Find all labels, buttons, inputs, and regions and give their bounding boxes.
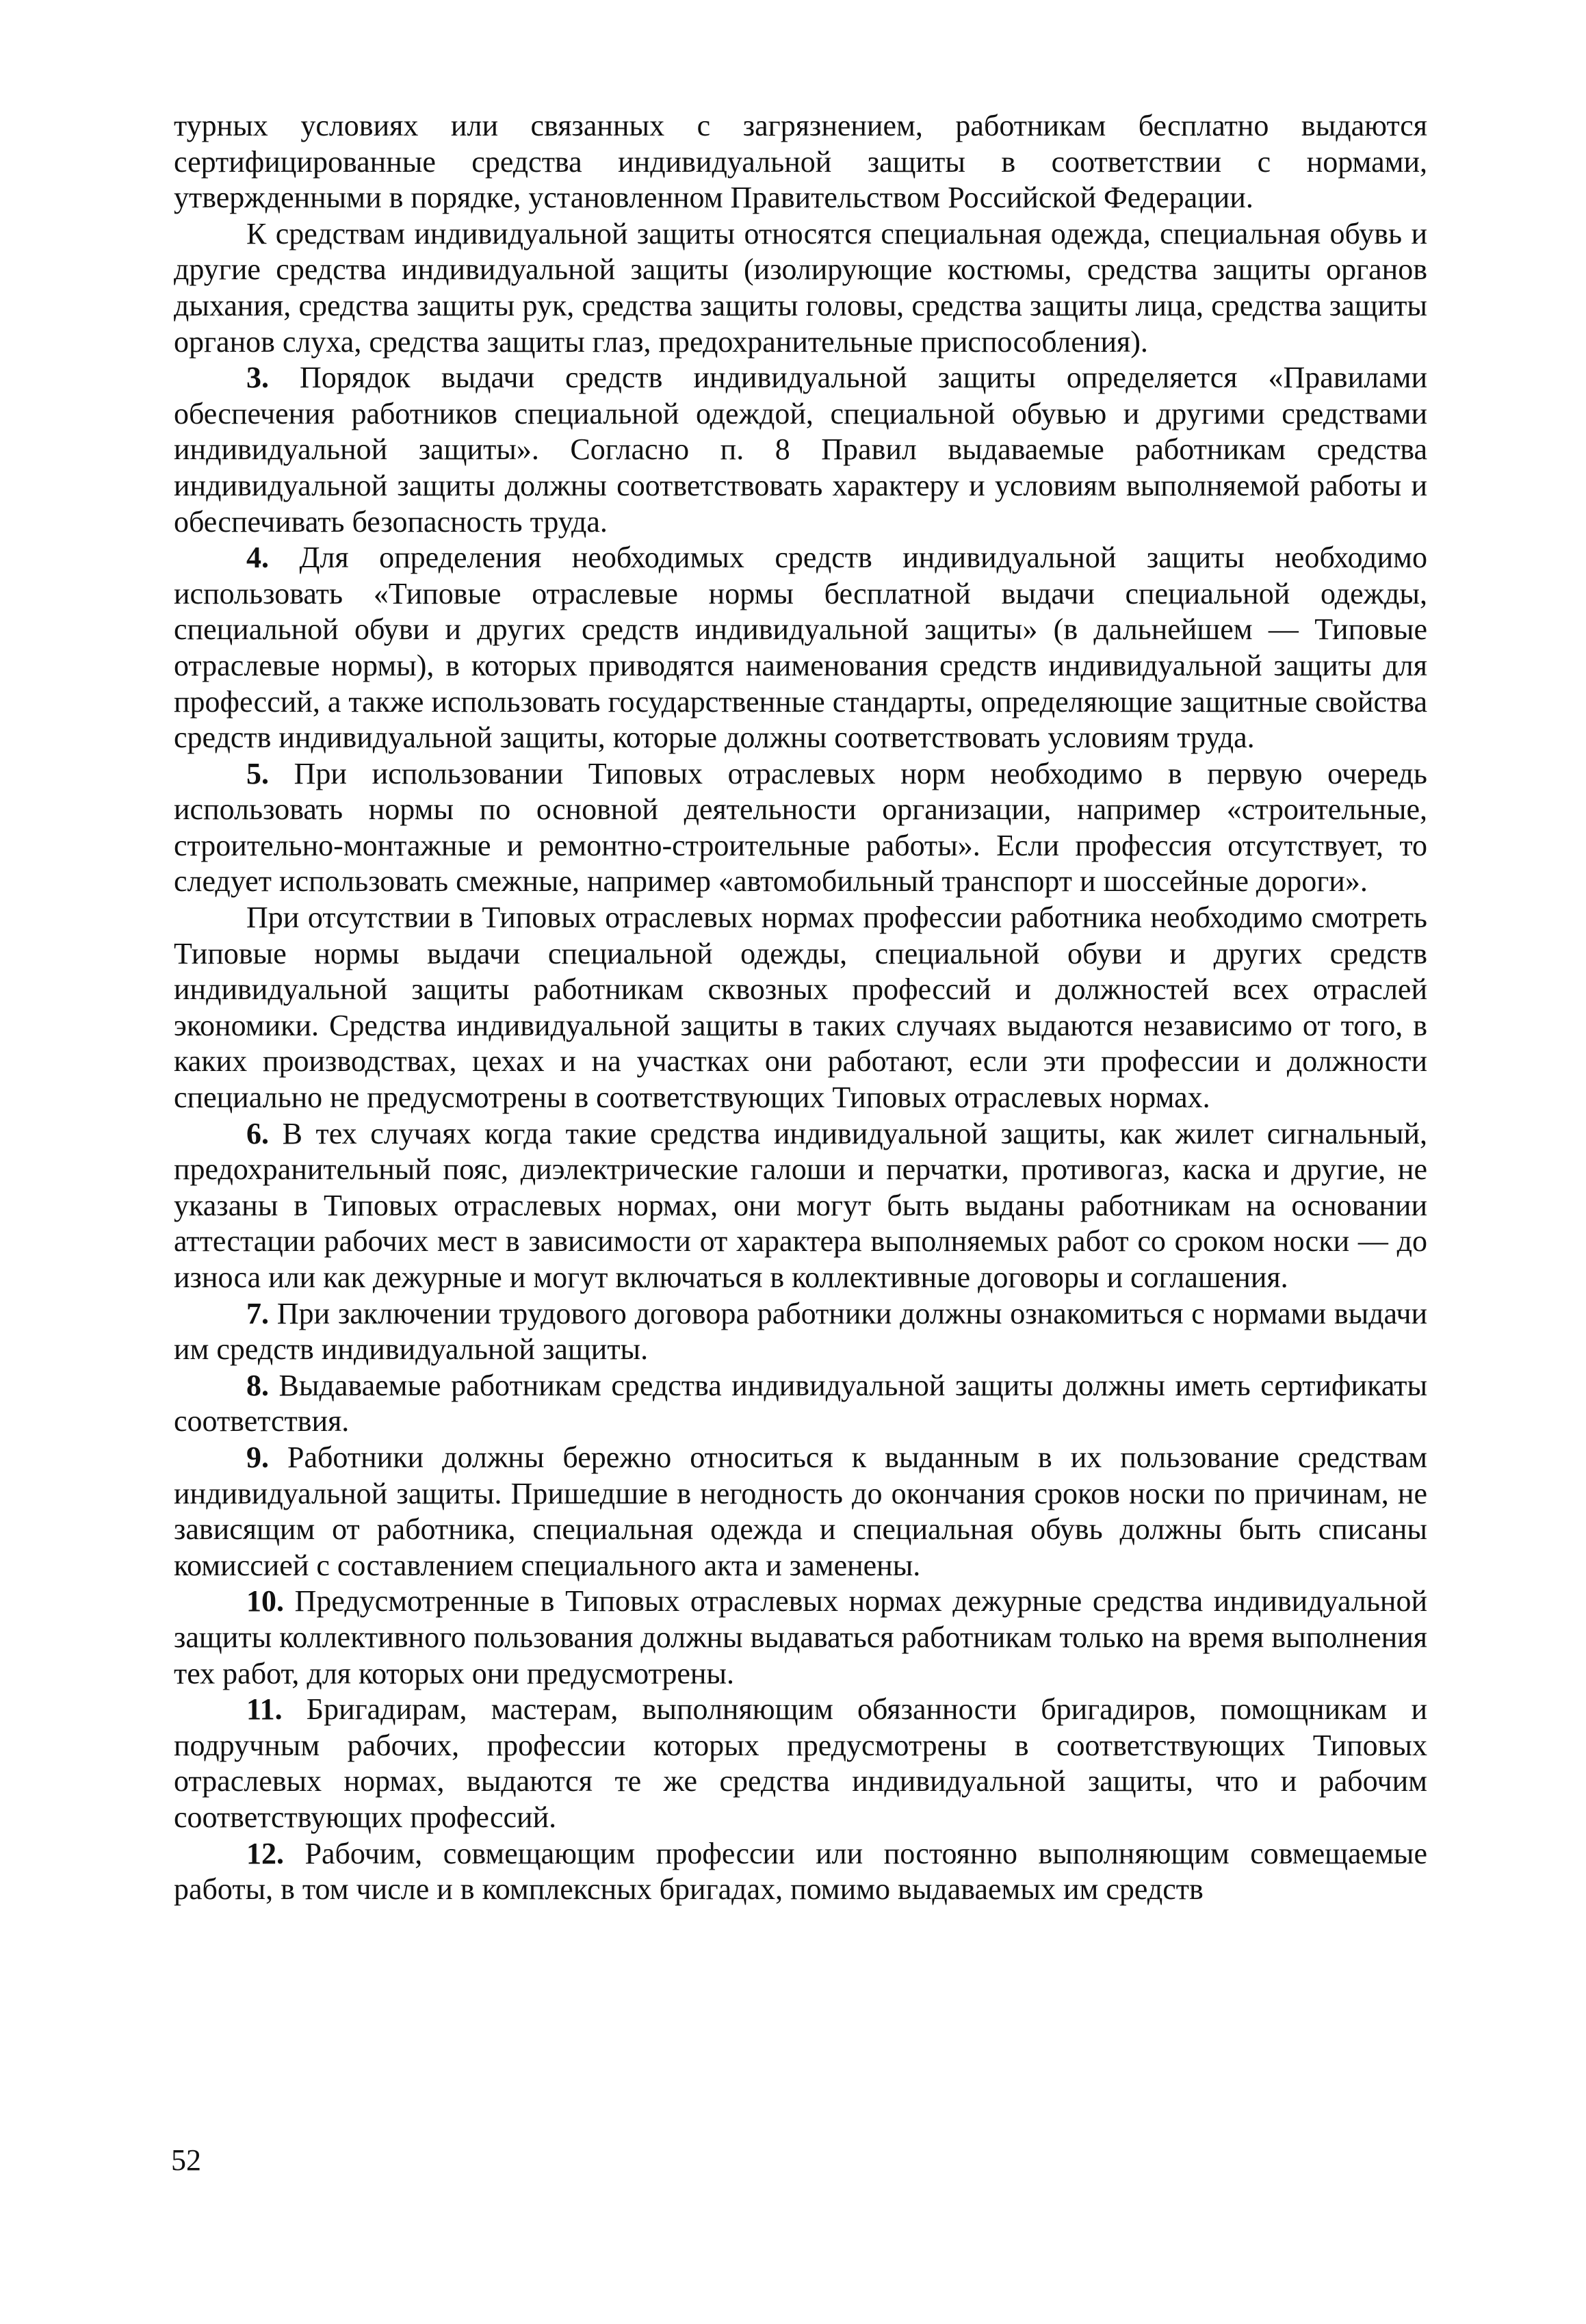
paragraph-cross-industry-norms [174,900,1427,1116]
paragraph-number: 12. [246,1836,284,1870]
paragraph-number: 9. [246,1440,269,1474]
paragraph-text: При отсутствии в Типовых отраслевых нормах профессии работника необходимо смотреть Типовые нормы выдачи специальной одежды, специальной обуви и других средств индивидуальной защиты работникам сквозных профессий и должностей всех отраслей экономики. Средства индивидуальной защиты в таких случаях выдаются независимо от того, в каких производствах, цехах и на участках они работают, если эти профессии и должности специально не предусмотрены в соответствующих Типовых отраслевых нормах. [174,901,1427,1115]
paragraph-number: 10. [246,1584,284,1618]
paragraph-text: Рабочим, совмещающим профессии или постоянно выполняющим совмещаемые работы, в том числе и в комплексных бригадах, помимо выдаваемых им средств [174,1836,1428,1907]
paragraph-text: Работники должны бережно относиться к выданным в их пользование средствам индивидуальной защиты. Пришедшие в негодность до окончания сроков носки по причинам, не зависящим от работника, специальная одежда и специальная обувь должны быть списаны комиссией с составлением специального акта и заменены. [174,1440,1427,1582]
paragraph-number: 11. [246,1692,283,1727]
paragraph-number: 4. [246,541,269,575]
paragraph-ppe-definition [174,216,1427,360]
paragraph-number: 5. [246,756,269,790]
paragraph-item-9 [174,1440,1427,1584]
paragraph-number: 7. [246,1296,269,1330]
body-text [174,108,1427,1908]
paragraph-number: 8. [246,1368,269,1402]
paragraph-text: При использовании Типовых отраслевых норм необходимо в первую очередь использовать нормы по основной деятельности организации, например «строительные, строительно-монтажные и ремонтно-строительные работы». Если профессия отсутствует, то следует использовать смежные, например «автомобильный транспорт и шоссейные дороги». [174,756,1428,899]
paragraph-item-7 [174,1296,1427,1368]
paragraph-text: Для определения необходимых средств индивидуальной защиты необходимо использовать «Типовые отраслевые нормы бесплатной выдачи специальной одежды, специальной обуви и других средств индивидуальной защиты» (в дальнейшем — Типовые отраслевые нормы), в которых приводятся наименования средств индивидуальной защиты для профессий, а также использовать государственные стандарты, определяющие защитные свойства средств индивидуальной защиты, которые должны соответствовать условиям труда. [174,541,1427,755]
paragraph-item-5 [174,756,1427,900]
paragraph-item-3 [174,360,1427,540]
paragraph-item-11 [174,1692,1427,1835]
paragraph-text: турных условиях или связанных с загрязнением, работникам бесплатно выдаются сертифицированные средства индивидуальной защиты в соответствии с нормами, утвержденными в порядке, установленном Правительством Российской Федерации. [174,109,1427,215]
paragraph-text: В тех случаях когда такие средства индивидуальной защиты, как жилет сигнальный, предохранительный пояс, диэлектрические галоши и перчатки, противогаз, каска и другие, не указаны в Типовых отраслевых нормах, они могут быть выданы работникам на основании аттестации рабочих мест в зависимости от характера выполняемых работ со сроком носки — до износа или как дежурные и могут включаться в коллективные договоры и соглашения. [174,1116,1428,1294]
paragraph-item-4 [174,540,1427,756]
paragraph-item-6 [174,1116,1427,1296]
paragraph-number: 6. [246,1116,269,1150]
paragraph-text: Порядок выдачи средств индивидуальной защиты определяется «Правилами обеспечения работников специальной одеждой, специальной обувью и другими средствами индивидуальной защиты». Согласно п. 8 Правил выдаваемые работникам средства индивидуальной защиты должны соответствовать характеру и условиям выполняемой работы и обеспечивать безопасность труда. [174,361,1428,539]
paragraph-continuation [174,108,1427,216]
paragraph-text: Выдаваемые работникам средства индивидуальной защиты должны иметь сертификаты соответствия. [174,1368,1427,1438]
paragraph-text: Бригадирам, мастерам, выполняющим обязанности бригадиров, помощникам и подручным рабочих, профессии которых предусмотрены в соответствующих Типовых отраслевых нормах, выдаются те же средства индивидуальной защиты, что и рабочим соответствующих профессий. [174,1692,1427,1834]
paragraph-item-8 [174,1368,1427,1440]
page-number: 52 [171,2143,201,2177]
paragraph-text: Предусмотренные в Типовых отраслевых нормах дежурные средства индивидуальной защиты коллективного пользования должны выдаваться работникам только на время выполнения тех работ, для которых они предусмотрены. [174,1584,1427,1690]
paragraph-text: При заключении трудового договора работники должны ознакомиться с нормами выдачи им средств индивидуальной защиты. [174,1296,1427,1367]
paragraph-item-10 [174,1584,1427,1692]
paragraph-text: К средствам индивидуальной защиты относятся специальная одежда, специальная обувь и другие средства индивидуальной защиты (изолирующие костюмы, средства защиты органов дыхания, средства защиты рук, средства защиты головы, средства защиты лица, средства защиты органов слуха, средства защиты глаз, предохранительные приспособления). [174,216,1427,359]
paragraph-number: 3. [246,361,269,395]
paragraph-item-12 [174,1836,1427,1908]
